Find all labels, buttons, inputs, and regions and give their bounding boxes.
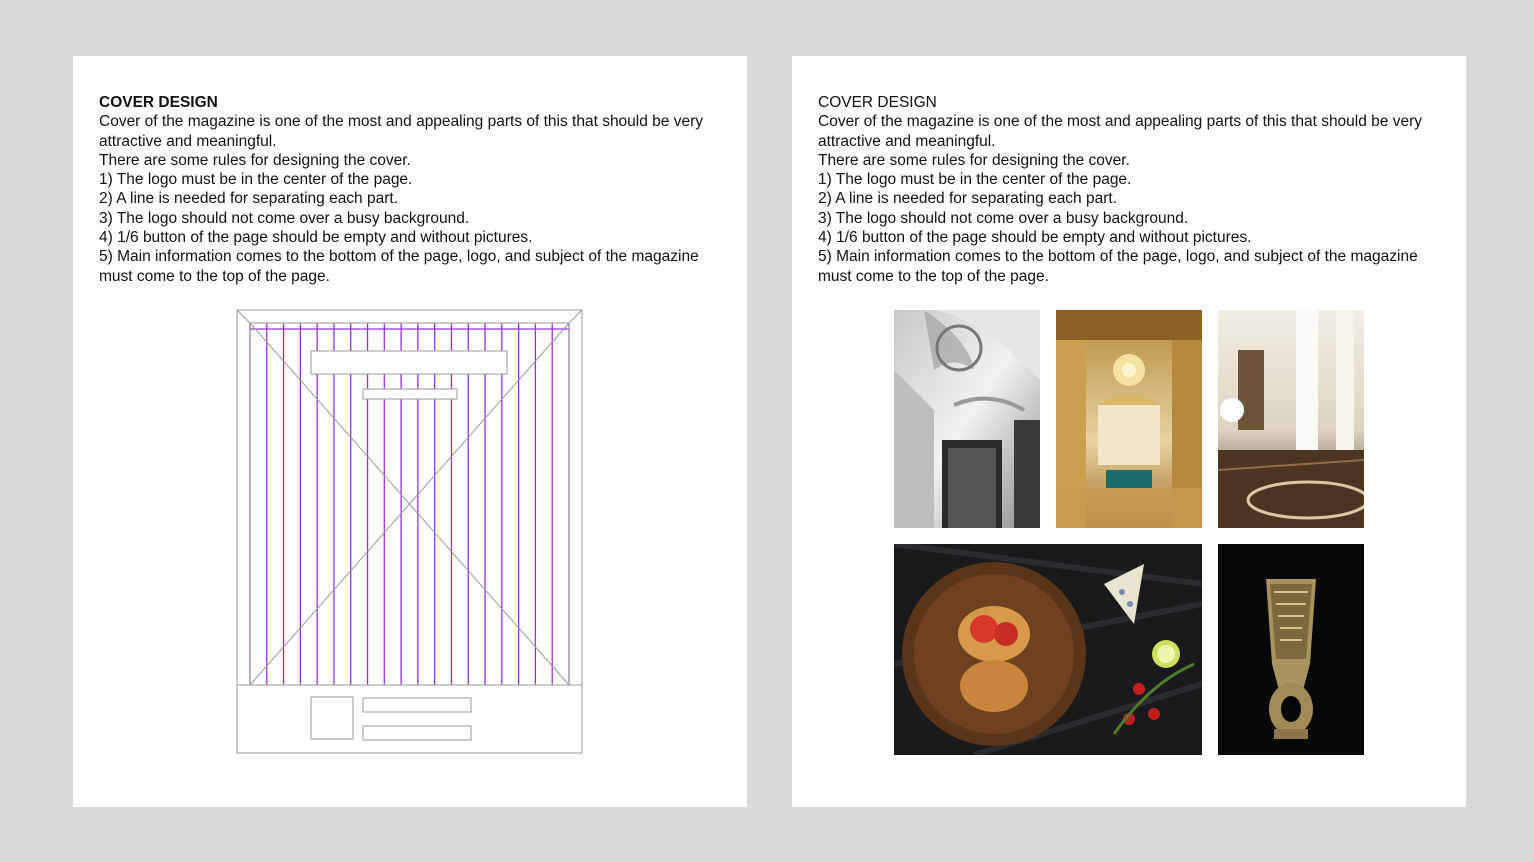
- wireframe-bottom-text-placeholder-2: [363, 726, 471, 740]
- right-text-block: [818, 93, 1438, 286]
- left-rule-1: 1) The logo must be in the center of the page.: [99, 171, 413, 189]
- right-paragraph-rules: There are some rules for designing the cover.: [818, 151, 1130, 169]
- right-paragraph-intro: Cover of the magazine is one of the most and appealing parts of this that should be very attractive and meaningful.: [818, 113, 1423, 150]
- left-text-block: [99, 93, 719, 286]
- cover-wireframe-diagram: [236, 309, 584, 755]
- golden-chandelier-hall-photo: [1056, 310, 1202, 528]
- right-rule-2: 2) A line is needed for separating each part.: [818, 190, 1118, 208]
- right-rule-1: 1) The logo must be in the center of the page.: [818, 171, 1132, 189]
- wireframe-bottom-image-placeholder: [311, 697, 353, 739]
- right-page: [792, 56, 1466, 807]
- left-paragraph-rules: There are some rules for designing the cover.: [99, 151, 411, 169]
- ornate-white-molding-photo: [894, 310, 1040, 528]
- left-title: COVER DESIGN: [99, 94, 218, 111]
- wireframe-outer-frame: [237, 310, 582, 753]
- left-page: [73, 56, 747, 807]
- left-rule-2: 2) A line is needed for separating each part.: [99, 190, 399, 208]
- marble-lobby-columns-photo: [1218, 310, 1364, 528]
- left-paragraph-intro: Cover of the magazine is one of the most and appealing parts of this that should be very attractive and meaningful.: [99, 113, 704, 150]
- food-board-with-cheese-photo: [894, 544, 1202, 755]
- left-rule-4: 4) 1/6 button of the page should be empty and without pictures.: [99, 229, 533, 247]
- wireframe-corner-tr: [569, 310, 582, 323]
- left-rule-3: 3) The logo should not come over a busy background.: [99, 209, 470, 227]
- right-rule-5: 5) Main information comes to the bottom of the page, logo, and subject of the magazine must come to the top of the page.: [818, 248, 1418, 285]
- wireframe-corner-tl: [237, 310, 250, 323]
- left-rule-5: 5) Main information comes to the bottom of the page, logo, and subject of the magazine must come to the top of the page.: [99, 248, 699, 285]
- right-title: COVER DESIGN: [818, 94, 937, 111]
- right-rule-4: 4) 1/6 button of the page should be empty and without pictures.: [818, 229, 1252, 247]
- wireframe-title-placeholder: [311, 351, 507, 374]
- golden-ornament-object-photo: [1218, 544, 1364, 755]
- right-rule-3: 3) The logo should not come over a busy background.: [818, 209, 1189, 227]
- wireframe-bottom-text-placeholder-1: [363, 698, 471, 712]
- wireframe-subtitle-placeholder: [363, 389, 457, 399]
